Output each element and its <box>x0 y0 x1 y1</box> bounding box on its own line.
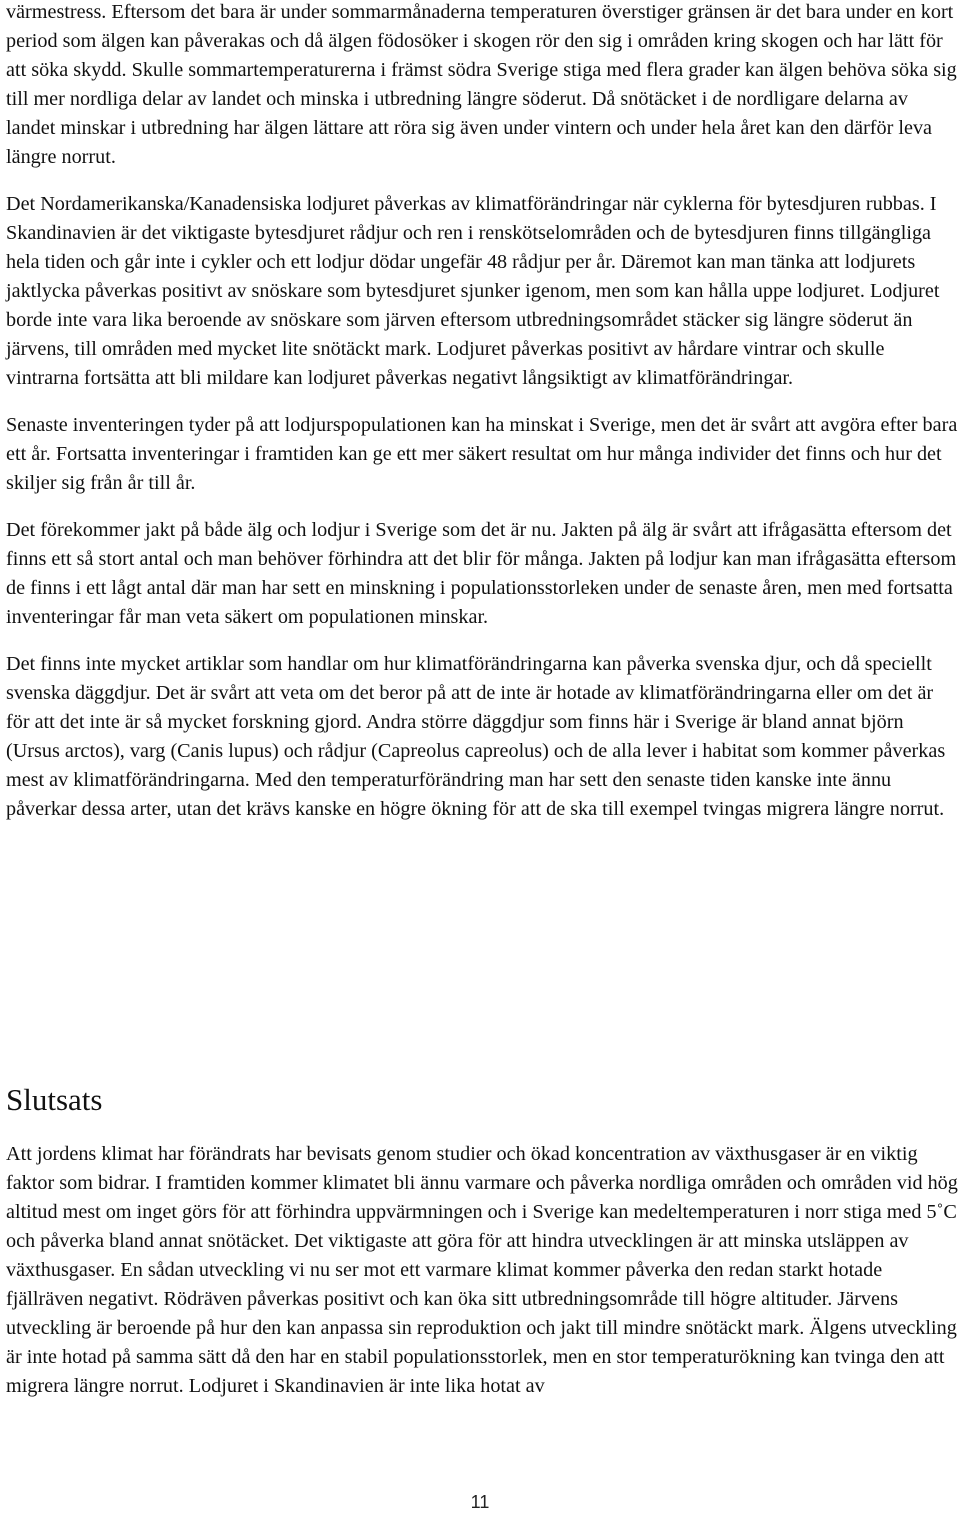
paragraph-conclusion: Att jordens klimat har förändrats har bevisats genom studier och ökad koncentration av växthusgaser är en viktig faktor som bidrar. I framtiden kommer klimatet bli ännu varmare och påverka nordliga områden och områden vid hög altitud mest om inget görs för att förhindra uppvärmningen och i Sverige kan medeltemperaturen i norr stiga med 5˚C och påverka bland annat snötäcket. Det viktigaste att göra för att hindra utvecklingen är att minska utsläppen av växthusgaser. En sådan utveckling vi nu ser mot ett varmare klimat kommer påverka den redan starkt hotade fjällräven negativt. Rödräven påverkas positivt och kan öka sitt utbredningsområde till högre altituder. Järvens utveckling är beroende på hur den kan anpassa sin reproduktion och jakt till mindre snötäckt mark. Älgens utveckling är inte hotad på samma sätt då den har en stabil populationsstorlek, men en stor temperaturökning kan tvinga den att migrera längre norrut. Lodjuret i Skandinavien är inte lika hotat av <box>6 1143 958 1397</box>
document-page <box>6 0 958 1397</box>
paragraph-moose-heat: värmestress. Eftersom det bara är under sommarmånaderna temperaturen överstiger gränsen är det bara under en kort period som älgen kan påverakas och då älgen födosöker i skogen rör den sig i områden kring skogen och har lätt för att söka skydd. Skulle sommartemperaturerna i främst södra Sverige stiga med flera grader kan älgen behöva söka sig till mer nordliga delar av landet och minska i utbredning längre söderut. Då snötäcket i de nordligare delarna av landet minskar i utbredning har älgen lättare att röra sig även under vintern och under hela året kan den därför leva längre norrut. <box>6 1 957 168</box>
paragraph-lynx-inventory: Senaste inventeringen tyder på att lodjurspopulationen kan ha minskat i Sverige, men det är svårt att avgöra efter bara ett år. Fortsatta inventeringar i framtiden kan ge ett mer säkert resultat om hur många individer det finns och hur det skiljer sig från år till år. <box>6 414 958 494</box>
paragraph-research: Det finns inte mycket artiklar som handlar om hur klimatförändringarna kan påverka svenska djur, och då speciellt svenska däggdjur. Det är svårt att veta om det beror på att de inte är hotade av klimatförändringarna eller om det är för att det inte är så mycket forskning gjord. Andra större däggdjur som finns här i Sverige är bland annat björn (Ursus arctos), varg (Canis lupus) och rådjur (Capreolus capreolus) och de alla lever i habitat som kommer påverkas mest av klimatförändringarna. Med den temperaturförändring man har sett den senaste tiden kanske inte ännu påverkar dessa arter, utan det krävs kanske en högre ökning för att de ska till exempel tvingas migrera längre norrut. <box>6 653 946 820</box>
paragraph-hunting: Det förekommer jakt på både älg och lodjur i Sverige som det är nu. Jakten på älg är svårt att ifrågasätta eftersom det finns ett så stort antal och man behöver förhindra att det blir för många. Jakten på lodjur kan man ifrågasätta eftersom de finns i ett lågt antal där man har sett en minskning i populationsstorleken under de senaste åren, men med fortsatta inventeringar får man veta säkert om populationen minskar. <box>6 519 957 628</box>
paragraph-lynx-prey: Det Nordamerikanska/Kanadensiska lodjuret påverkas av klimatförändringar när cyklerna för bytesdjuren rubbas. I Skandinavien är det viktigaste bytesdjuret rådjur och ren i renskötselområden och de bytesdjuren finns tillgängliga hela tiden och går inte i cykler och ett lodjur dödar ungefär 48 rådjur per år. Däremot kan man tänka att lodjurets jaktlycka påverkas positivt av snöskare som bytesdjuret sjunker igenom, men som kan hålla uppe lodjuret. Lodjuret borde inte vara lika beroende av snöskare som järven eftersom utbredningsområdet stäcker sig längre söderut än järvens, till områden med mycket lite snötäckt mark. Lodjuret påverkas positivt av hårdare vintrar och skulle vintrarna fortsätta att bli mildare kan lodjuret påverkas negativt långsiktigt av klimatförändringar. <box>6 193 940 389</box>
section-heading: Slutsats <box>6 1082 103 1117</box>
page-number: 11 <box>470 1492 490 1512</box>
